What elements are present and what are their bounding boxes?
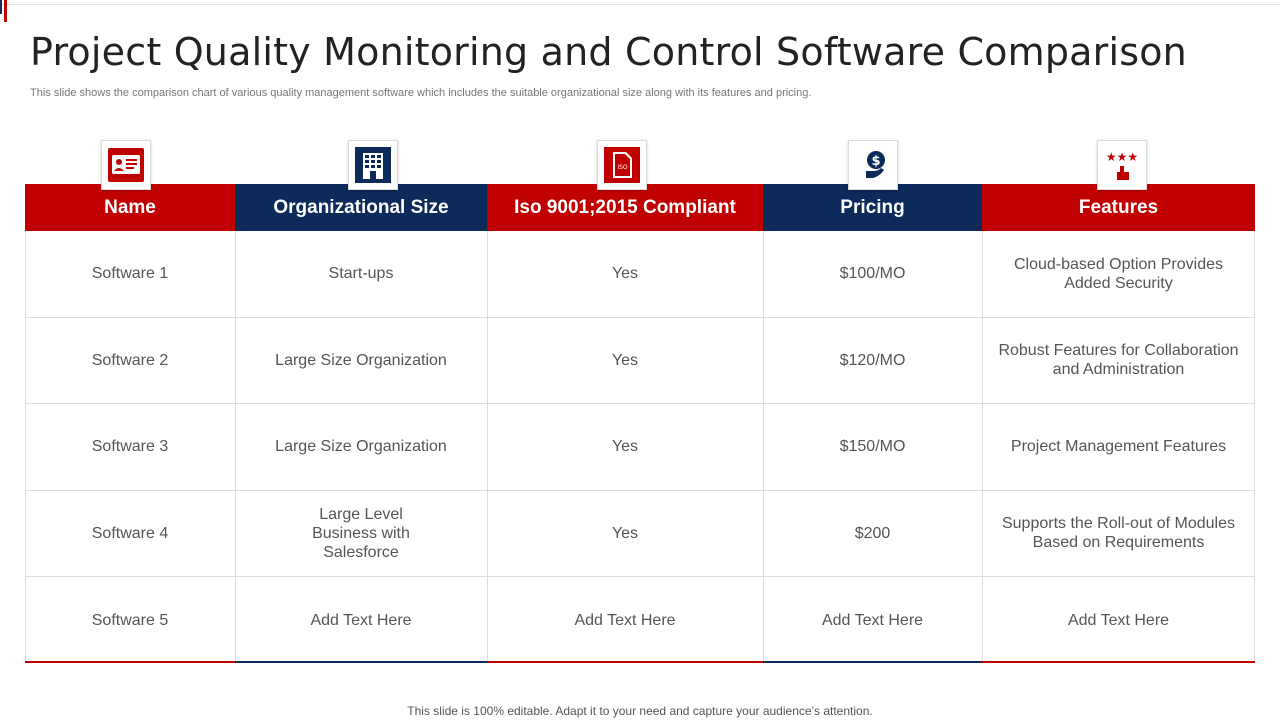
svg-text:ISO: ISO bbox=[617, 164, 628, 171]
cell-pricing: $100/MO bbox=[839, 265, 906, 283]
page-subtitle: This slide shows the comparison chart of various quality management software which includes the suitable organizational size along with its features and pricing. bbox=[30, 87, 812, 99]
cell-features: Supports the Roll-out of Modules Based on Requirements bbox=[1001, 515, 1235, 552]
office-building-icon bbox=[348, 140, 398, 190]
cell-pricing: $200 bbox=[854, 524, 891, 542]
cell-iso: Yes bbox=[611, 265, 639, 283]
table-row bbox=[25, 404, 1255, 491]
column-divider bbox=[763, 231, 764, 663]
comparison-table bbox=[25, 184, 1255, 664]
cell-org-size: Start-ups bbox=[328, 265, 394, 283]
cell-org-size: Large Size Organization bbox=[275, 438, 447, 456]
cell-features: Project Management Features bbox=[1010, 438, 1227, 456]
cell-name: Software 4 bbox=[91, 524, 169, 542]
bottom-accent-line bbox=[25, 661, 235, 663]
cell-name: Software 1 bbox=[91, 265, 169, 283]
cell-pricing: $120/MO bbox=[839, 351, 906, 369]
cell-features: Add Text Here bbox=[1067, 611, 1170, 629]
header-pricing: Pricing bbox=[763, 184, 982, 231]
cell-name: Software 2 bbox=[91, 351, 169, 369]
cell-org-size: Large Size Organization bbox=[275, 351, 447, 369]
cell-name: Software 3 bbox=[91, 438, 169, 456]
cell-iso: Yes bbox=[611, 351, 639, 369]
corner-accent-navy bbox=[0, 0, 2, 14]
bottom-accent-line bbox=[487, 661, 763, 663]
cell-pricing: $150/MO bbox=[839, 438, 906, 456]
table-row bbox=[25, 231, 1255, 318]
cell-iso: Yes bbox=[611, 438, 639, 456]
bottom-accent-line bbox=[235, 661, 487, 663]
header-features: Features bbox=[982, 184, 1255, 231]
column-divider bbox=[487, 231, 488, 663]
cell-org-size: Add Text Here bbox=[310, 611, 412, 629]
page-title: Project Quality Monitoring and Control Software Comparison bbox=[30, 30, 1187, 74]
cell-org-size: Large Level Business with Salesforce bbox=[312, 505, 410, 561]
cell-features: Robust Features for Collaboration and Administration bbox=[998, 342, 1239, 379]
top-rule bbox=[0, 4, 1280, 5]
cell-iso: Add Text Here bbox=[574, 611, 676, 629]
column-divider bbox=[1254, 231, 1255, 663]
header-iso-compliant: Iso 9001;2015 Compliant bbox=[487, 184, 763, 231]
footer-note: This slide is 100% editable. Adapt it to your need and capture your audience’s attention. bbox=[407, 704, 873, 718]
dollar-hand-icon bbox=[848, 140, 898, 190]
column-divider bbox=[235, 231, 236, 663]
header-name: Name bbox=[25, 184, 235, 231]
iso-document-icon bbox=[597, 140, 647, 190]
column-divider bbox=[25, 231, 26, 663]
cell-iso: Yes bbox=[611, 524, 639, 542]
column-divider bbox=[982, 231, 983, 663]
cell-name: Software 5 bbox=[91, 611, 169, 629]
header-organizational-size: Organizational Size bbox=[235, 184, 487, 231]
corner-accent-red bbox=[4, 0, 7, 22]
table-row bbox=[25, 318, 1255, 405]
bottom-accent-line bbox=[763, 661, 982, 663]
cell-features: Cloud-based Option Provides Added Security bbox=[1013, 255, 1223, 292]
bottom-accent-line bbox=[982, 661, 1255, 663]
table-row bbox=[25, 491, 1255, 578]
star-rating-hand-icon bbox=[1097, 140, 1147, 190]
cell-pricing: Add Text Here bbox=[821, 611, 924, 629]
svg-text:★★★: ★★★ bbox=[1105, 150, 1139, 164]
table-row bbox=[25, 577, 1255, 664]
svg-text:$: $ bbox=[871, 154, 881, 169]
id-card-icon bbox=[101, 140, 151, 190]
